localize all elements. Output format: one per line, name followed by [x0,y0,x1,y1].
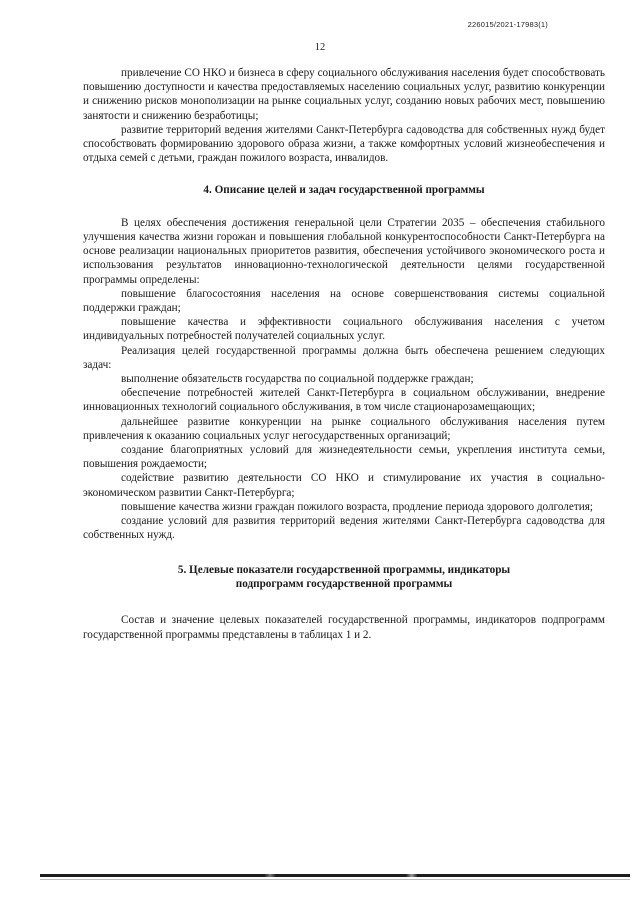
section-5-heading-line-1: 5. Целевые показатели государственной программы, индикаторы [177,563,511,576]
section-4-heading: 4. Описание целей и задач государственной программы [203,184,485,197]
task-item: содействие развитию деятельности СО НКО и стимулирование их участия в социально-экономическом развитии Санкт-Петербурга; [83,472,605,499]
section-5-heading-line-2: подпрограмм государственной программы [235,577,453,590]
document-body [83,66,605,642]
task-item: дальнейшее развитие конкуренции на рынке социального обслуживания населения путем привлечения к оказанию социальных услуг негосударственных организаций; [83,415,605,442]
page-number: 12 [314,42,326,53]
scan-bottom-edge [40,874,630,877]
task-item: повышение качества жизни граждан пожилого возраста, продление периода здорового долголетия; [121,500,593,513]
section-4-paragraph: В целях обеспечения достижения генеральной цели Стратегии 2035 – обеспечения стабильного улучшения качества жизни горожан и повышения глобальной конкурентоспособности Санкт-Петербурга на основе реализации национальных приоритетов развития, обеспечения устойчивого экономического роста и использования результатов инновационно-технологической деятельности целями государственной программы определены: [83,216,605,286]
intro-paragraph-1: привлечение СО НКО и бизнеса в сферу социального обслуживания населения будет способствовать повышению доступности и качества предоставляемых населению социальных услуг, развитию конкуренции и снижению рисков монополизации на рынке социальных услуг, созданию новых рабочих мест, повышению занятости и снижению безработицы; [83,67,605,122]
task-item: выполнение обязательств государства по социальной поддержке граждан; [121,373,474,386]
task-item: создание благоприятных условий для жизнедеятельности семьи, укрепления института семьи, повышения рождаемости; [83,444,605,471]
document-registration-number: 226015/2021-17983(1) [467,20,548,29]
section-4-paragraph: Реализация целей государственной программы должна быть обеспечена решением следующих задач: [83,344,605,371]
section-5-paragraph: Состав и значение целевых показателей государственной программы, индикаторов подпрограмм государственной программы представлены в таблицах 1 и 2. [83,614,605,641]
task-item: создание условий для развития территорий ведения жителями Санкт-Петербурга садоводства для собственных нужд. [83,515,605,542]
goal-item: повышение качества и эффективности социального обслуживания населения с учетом индивидуальных потребностей получателей социальных услуг. [83,316,605,343]
task-item: обеспечение потребностей жителей Санкт-Петербурга в социальном обслуживании, внедрение инновационных технологий социального обслуживания, в том числе стационарозамещающих; [83,387,605,414]
scan-bottom-edge-shadow [40,879,630,880]
intro-paragraph-2: развитие территорий ведения жителями Санкт-Петербурга садоводства для собственных нужд будет способствовать формированию здорового образа жизни, а также комфортных условий жизнеобеспечения и отдыха семей с детьми, граждан пожилого возраста, инвалидов. [83,123,605,165]
goal-item: повышение благосостояния населения на основе совершенствования системы социальной поддержки граждан; [83,287,605,315]
section-5-heading [83,563,605,592]
